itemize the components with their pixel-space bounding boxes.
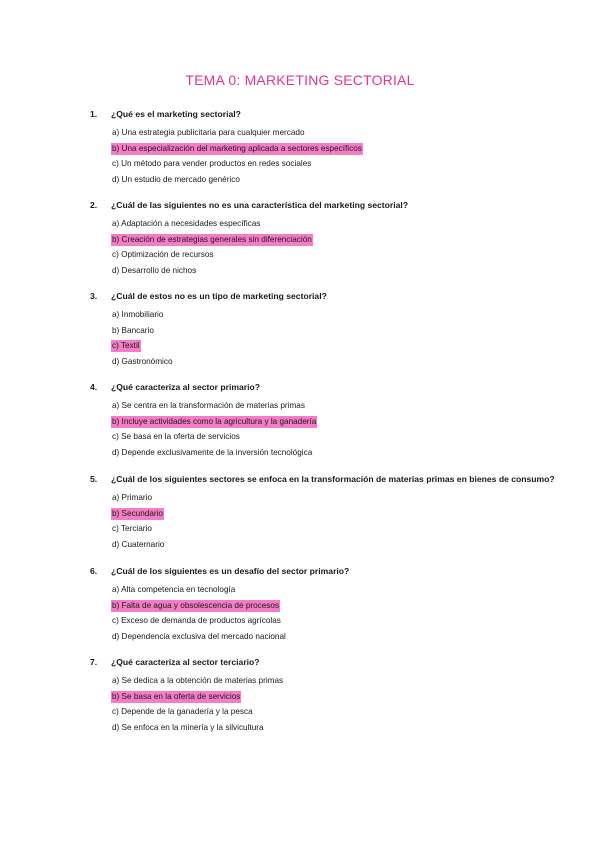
options-list [111, 673, 570, 735]
question-text: ¿Qué caracteriza al sector primario? [111, 382, 261, 392]
option-a: a) Primario [112, 493, 153, 502]
option-c: c) Depende de la ganadería y la pesca [112, 707, 253, 716]
option-a: a) Una estrategia publicitaria para cualquier mercado [112, 128, 305, 137]
question-header [90, 108, 570, 121]
option-a: a) Se dedica a la obtención de materias primas [112, 676, 284, 685]
question-7 [90, 656, 570, 735]
question-1 [90, 108, 570, 187]
option-d: d) Dependencia exclusiva del mercado nacional [112, 631, 286, 641]
question-number: 7. [90, 657, 98, 667]
options-list [111, 216, 570, 278]
question-2 [90, 199, 570, 278]
option-c: c) Exceso de demanda de productos agrícolas [112, 616, 281, 625]
question-6 [90, 565, 570, 644]
option-b-correct: b) Creación de estrategias generales sin diferenciación [112, 234, 312, 244]
question-text: ¿Cuál de los siguientes es un desafío del sector primario? [111, 566, 350, 576]
question-number: 2. [90, 200, 98, 210]
options-list [111, 125, 570, 187]
option-a: a) Inmobiliario [112, 310, 164, 319]
option-d: d) Se enfoca en la minería y la silvicultura [112, 722, 264, 732]
question-text: ¿Qué caracteriza al sector terciario? [111, 657, 260, 667]
option-b-correct: b) Se basa en la oferta de servicios [112, 691, 241, 701]
question-number: 3. [90, 291, 98, 301]
option-d: d) Un estudio de mercado genérico [112, 174, 240, 184]
option-c: c) Terciario [112, 524, 152, 533]
question-4 [90, 381, 570, 460]
question-number: 5. [90, 474, 98, 484]
question-header [90, 381, 570, 394]
option-c: c) Optimización de recursos [112, 250, 214, 259]
option-b-correct: b) Secundario [112, 508, 163, 518]
options-list [111, 398, 570, 460]
option-c-correct: c) Textil [112, 341, 140, 350]
option-b-correct: b) Una especialización del marketing aplicada a sectores específicos [112, 143, 362, 153]
question-text: ¿Cuál de estos no es un tipo de marketing sectorial? [111, 291, 327, 301]
options-list [111, 490, 570, 552]
question-number: 6. [90, 566, 98, 576]
option-d: d) Cuaternario [112, 539, 165, 549]
option-a: a) Alta competencia en tecnología [112, 585, 236, 594]
option-d: d) Gastronómico [112, 356, 173, 366]
question-header [90, 290, 570, 303]
question-text: ¿Qué es el marketing sectorial? [111, 109, 241, 119]
option-b-correct: b) Incluye actividades como la agricultura y la ganadería [112, 416, 317, 426]
options-list [111, 307, 570, 369]
option-d: d) Desarrollo de nichos [112, 265, 197, 275]
option-d: d) Depende exclusivamente de la inversión tecnológica [112, 447, 313, 457]
question-3 [90, 290, 570, 369]
option-b: b) Bancario [112, 325, 154, 335]
question-header [90, 565, 570, 578]
question-number: 1. [90, 109, 98, 119]
option-a: a) Adaptación a necesidades específicas [112, 219, 261, 228]
options-list [111, 582, 570, 644]
question-text: ¿Cuál de las siguientes no es una característica del marketing sectorial? [111, 200, 409, 210]
option-c: c) Un método para vender productos en redes sociales [112, 159, 312, 168]
option-b-correct: b) Falta de agua y obsolescencia de procesos [112, 600, 280, 610]
option-c: c) Se basa en la oferta de servicios [112, 432, 240, 441]
question-header [90, 473, 570, 486]
question-header [90, 656, 570, 669]
page-title: TEMA 0: MARKETING SECTORIAL [185, 72, 415, 88]
question-number: 4. [90, 382, 98, 392]
question-text: ¿Cuál de los siguientes sectores se enfoca en la transformación de materias primas en bienes de consumo? [111, 474, 555, 484]
question-header [90, 199, 570, 212]
option-a: a) Se centra en la transformación de materias primas [112, 401, 305, 410]
question-5 [90, 473, 570, 552]
